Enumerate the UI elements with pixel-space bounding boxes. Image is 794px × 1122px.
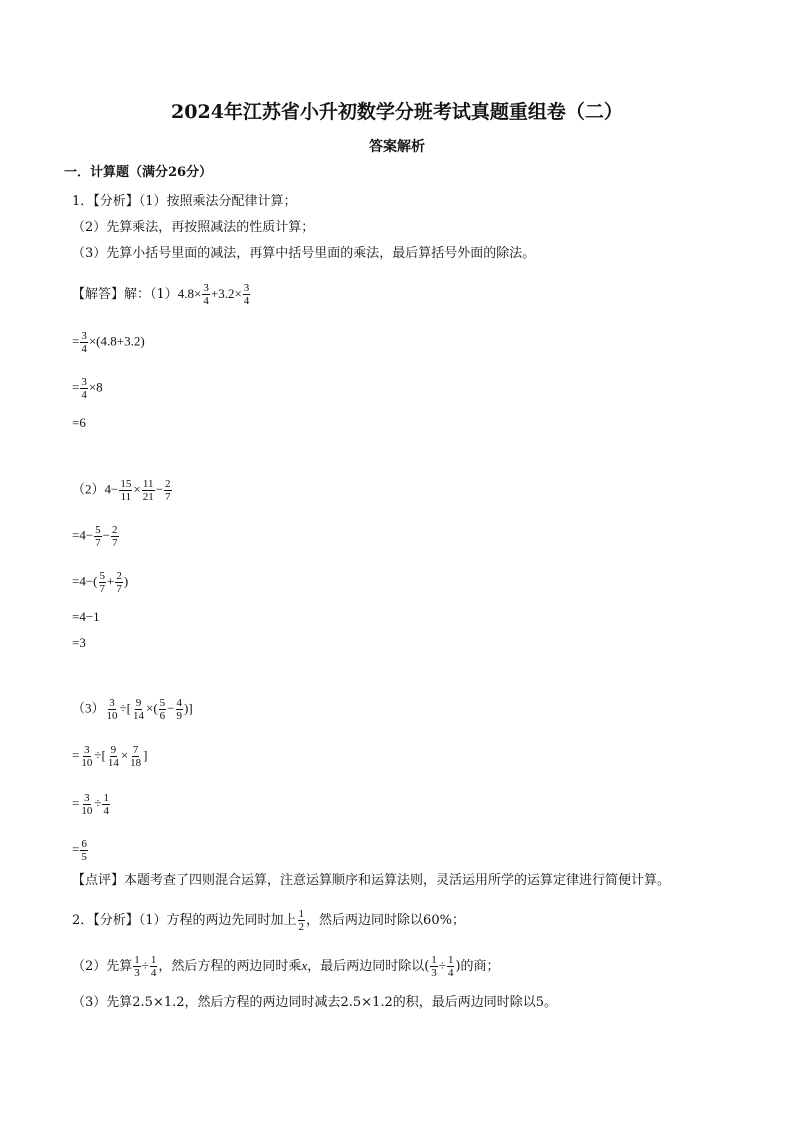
numerator: 1 — [150, 954, 157, 966]
p2-step-4: =3 — [72, 635, 86, 650]
p1-step-3: =6 — [72, 415, 86, 430]
part-label: （2） — [72, 481, 105, 497]
fraction — [159, 697, 167, 722]
operator: × — [120, 747, 129, 763]
fraction — [94, 524, 102, 549]
text-part: ，然后两边同时除以60%； — [306, 913, 465, 928]
numerator: 6 — [81, 838, 87, 850]
denominator: 18 — [130, 757, 142, 769]
operator: ÷ — [94, 795, 102, 811]
expr-part: ×( — [145, 700, 158, 716]
expr-part: ÷[ — [119, 700, 131, 716]
p2-step-2 — [72, 570, 128, 595]
fraction — [298, 908, 306, 933]
numerator: 5 — [95, 524, 101, 536]
expr-part: ×8 — [88, 379, 103, 395]
expr-part: =4−( — [72, 573, 98, 589]
p1-step-1 — [72, 330, 145, 355]
numerator: 2 — [112, 524, 118, 536]
fraction — [447, 954, 455, 979]
fraction — [107, 744, 120, 769]
numerator: 3 — [84, 744, 90, 756]
numerator: 7 — [132, 744, 139, 756]
equals: = — [72, 841, 80, 857]
denominator: 10 — [81, 805, 93, 817]
denominator: 3 — [134, 967, 140, 979]
numerator: 5 — [99, 570, 105, 582]
text-part: ，然后方程的两边同时乘 — [158, 959, 302, 974]
denominator: 7 — [116, 583, 122, 595]
expr-part: ÷[ — [94, 747, 106, 763]
equals: = — [72, 747, 80, 763]
expr-part: +3.2× — [210, 286, 242, 301]
fraction — [129, 744, 142, 769]
p3-step-3 — [72, 838, 89, 863]
numerator: 9 — [110, 744, 117, 756]
numerator: 3 — [84, 792, 90, 804]
fraction — [176, 697, 184, 722]
fraction — [142, 478, 155, 503]
operator: − — [167, 700, 175, 716]
q1-analysis-3: （3）先算小括号里面的减法，再算中括号里面的乘法，最后算括号外面的除法。 — [72, 246, 536, 261]
denominator: 7 — [99, 583, 105, 595]
denominator: 14 — [132, 710, 144, 722]
q2-analysis-1 — [72, 908, 465, 933]
numerator: 3 — [203, 282, 209, 294]
p3-step-1 — [72, 744, 148, 769]
numerator: 11 — [142, 478, 154, 490]
operator: ÷ — [438, 958, 446, 973]
denominator: 4 — [203, 295, 209, 307]
fraction — [80, 330, 88, 355]
fraction — [106, 697, 119, 722]
fraction — [80, 792, 93, 817]
fraction — [243, 282, 251, 307]
numerator: 3 — [81, 330, 87, 342]
p2-expression — [72, 478, 173, 503]
denominator: 7 — [112, 537, 118, 549]
p2-step-3: =4−1 — [72, 609, 100, 624]
p1-step-2 — [72, 376, 103, 401]
denominator: 3 — [431, 967, 437, 979]
equals: = — [72, 333, 80, 349]
fraction — [80, 838, 88, 863]
fraction — [164, 478, 172, 503]
text-part: （2）先算 — [72, 959, 133, 974]
page-subtitle: 答案解析 — [369, 139, 425, 155]
denominator: 2 — [298, 921, 305, 933]
text-part: ，最后两边同时除以( — [307, 959, 430, 974]
p3-step-2 — [72, 792, 111, 817]
solve-label: 【解答】解：（1） — [72, 287, 178, 302]
operator: − — [102, 527, 111, 543]
part-label: （3） — [72, 700, 105, 716]
equals: = — [72, 795, 80, 811]
section-heading: 一．计算题（满分26分） — [64, 165, 213, 180]
fraction — [99, 570, 107, 595]
page-title: 2024年江苏省小升初数学分班考试真题重组卷（二） — [171, 101, 623, 123]
denominator: 4 — [447, 967, 454, 979]
fraction — [80, 744, 93, 769]
expr-part: )] — [184, 700, 193, 716]
numerator: 3 — [243, 282, 250, 294]
operator: × — [133, 481, 141, 497]
fraction — [150, 954, 158, 979]
fraction — [133, 954, 141, 979]
operator: + — [107, 573, 115, 589]
q1-analysis-1: 1．【分析】（1）按照乘法分配律计算； — [72, 194, 297, 209]
denominator: 7 — [165, 491, 171, 503]
operator: ÷ — [141, 958, 149, 973]
numerator: 9 — [135, 697, 142, 709]
denominator: 4 — [81, 343, 87, 355]
numerator: 5 — [159, 697, 166, 709]
denominator: 5 — [81, 851, 87, 863]
numerator: 15 — [120, 478, 132, 490]
numerator: 1 — [298, 908, 305, 920]
q1-analysis-2: （2）先算乘法，再按照减法的性质计算； — [72, 220, 315, 235]
fraction — [102, 792, 110, 817]
fraction — [202, 282, 210, 307]
q2-analysis-2 — [72, 954, 500, 979]
numerator: 3 — [109, 697, 115, 709]
numerator: 1 — [447, 954, 454, 966]
denominator: 10 — [106, 710, 118, 722]
expr-part: 4.8× — [177, 286, 202, 301]
fraction — [80, 376, 88, 401]
expr-part: ) — [123, 573, 129, 589]
operator: − — [155, 481, 164, 497]
fraction — [111, 524, 119, 549]
fraction — [132, 697, 145, 722]
fraction — [430, 954, 438, 979]
text-part: )的商； — [455, 959, 500, 974]
numerator: 1 — [431, 954, 437, 966]
variable: x — [301, 958, 308, 973]
q1-comment: 【点评】本题考查了四则混合运算，注意运算顺序和运算法则，灵活运用所学的运算定律进行简便计算。 — [72, 873, 671, 888]
denominator: 10 — [81, 757, 93, 769]
denominator: 11 — [120, 491, 132, 503]
q1-solve-line — [72, 282, 251, 307]
text-part: 2．【分析】（1）方程的两边先同时加上 — [72, 913, 297, 928]
fraction — [119, 478, 132, 503]
numerator: 4 — [176, 697, 182, 709]
numerator: 1 — [103, 792, 109, 804]
expr-part: ×(4.8+3.2) — [88, 333, 145, 349]
numerator: 3 — [81, 376, 87, 388]
denominator: 4 — [243, 295, 250, 307]
q2-analysis-3: （3）先算2.5×1.2，然后方程的两边同时减去2.5×1.2的积，最后两边同时除以5。 — [72, 995, 558, 1010]
p3-expression — [72, 697, 193, 722]
denominator: 4 — [150, 967, 157, 979]
fraction — [115, 570, 123, 595]
expr-part: =4− — [72, 527, 94, 543]
numerator: 2 — [116, 570, 122, 582]
denominator: 21 — [142, 491, 154, 503]
equals: = — [72, 379, 80, 395]
denominator: 14 — [107, 757, 119, 769]
denominator: 4 — [81, 389, 87, 401]
denominator: 7 — [95, 537, 101, 549]
numerator: 1 — [134, 954, 140, 966]
numerator: 2 — [165, 478, 171, 490]
p2-step-1 — [72, 524, 120, 549]
expr-part: 4− — [104, 481, 119, 497]
denominator: 6 — [159, 710, 166, 722]
expr-part: ] — [143, 747, 148, 763]
denominator: 4 — [103, 805, 109, 817]
denominator: 9 — [176, 710, 182, 722]
